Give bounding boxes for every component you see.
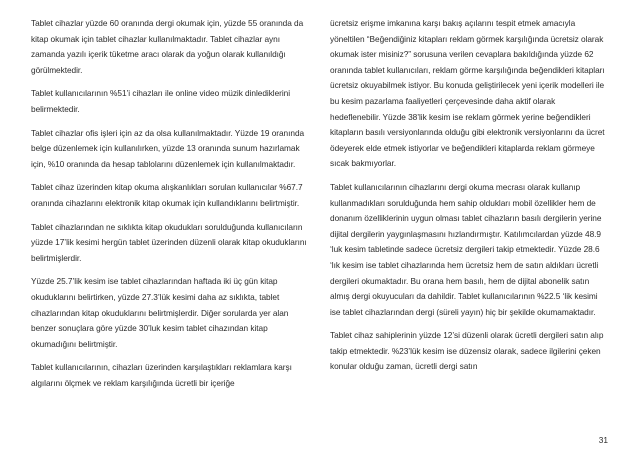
paragraph: Tablet cihazlar ofis işleri için az da olsa kullanılmaktadır. Yüzde 19 oranında belge düzenlemek için kullanılırken, yüzde 13 oranında sunum hazırlamak için, %10 oranında da hesap tablolarını düzenlemek için kullanılmaktadır. (31, 127, 305, 169)
paragraph: Tablet kullanıcılarının, cihazları üzerinden karşılaştıkları reklamlara karşı algılarını ölçmek ve reklam karşılığında ücretli bir içeriğe (31, 362, 292, 388)
right-column (330, 16, 606, 383)
paragraph: Tablet cihazlarından ne sıklıkta kitap okudukları sorulduğunda kullanıcıların yüzde 17’lik kesimi hergün tablet üzerinden düzenli olarak kitap okuduklarını belirtmişlerdir. (31, 221, 307, 263)
left-column (31, 16, 307, 399)
paragraph: ücretsiz erişme imkanına karşı bakış açılarını tespit etmek amacıyla yöneltilen “Beğendiğiniz kitapları reklam görmek karşılığında ücretsiz olarak okumak ister misiniz?” sorusuna verilen cevaplara bakıldığında yüzde 62 oranında tablet kullanıcıları, reklam görme karşılığında beğendikleri kitapları ücretsiz okuyabilmek istiyor. Bu konuda geliştirilecek yeni içerik modelleri ile bu kesim pazarlama faaliyetleri çerçevesinde daha aktif olarak hedeflenebilir. Yüzde 38’lik kesim ise reklam görmek yerine beğendikleri kitapların basılı versiyonlarında olduğu gibi elektronik versiyonlarını da ücret ödeyerek elde etmek istiyorlar ve beğendikleri kitaplarda reklam görmeye sıcak bakmıyorlar. (330, 18, 605, 169)
page-number: 31 (598, 435, 608, 445)
paragraph: Tablet cihaz sahiplerinin yüzde 12’si düzenli olarak ücretli dergileri satın alıp takip etmektedir. %23’lük kesim ise düzensiz olarak, sadece ilgilerini çeken konular olduğu zaman, ücretli dergi satın (330, 330, 604, 372)
paragraph: Tablet kullanıcılarının cihazlarını dergi okuma mecrası olarak kullanıp kullanmadıkları sorulduğunda hem sahip oldukları mobil özellikler hem de donanım özelliklerinin uygun olması tablet cihazların basılı dergilerin yerine dijital dergilerin yaygınlaşmasını hızlandırmıştır. Katılımcılardan yüzde 48.9 ‘luk kesim tabletinde sadece ücretsiz dergileri takip etmektedir. Yüzde 28.6 ‘lık kesim ise tablet cihazlarında hem ücretsiz hem de satın aldıkları ücretli dergileri okumaktadır. Bu orana hem basılı, hem de dijital abonelik satın almış dergi okuyucuları da dahildir. Tablet kullanıcılarının %22.5 ‘lik kesimi ise tablet cihazlarından dergi (süreli yayın) hiç bir şekilde okumamaktadır. (330, 181, 602, 317)
paragraph: Tablet cihazlar yüzde 60 oranında dergi okumak için, yüzde 55 oranında da kitap okumak için tablet cihazlar kullanılmaktadır. Tablet cihazlar aynı zamanda yazılı içerik tüketme aracı olarak da yoğun olarak kullanıldığı görülmektedir. (31, 18, 304, 75)
paragraph: Tablet cihaz üzerinden kitap okuma alışkanlıkları sorulan kullanıcılar %67.7 oranında cihazlarını elektronik kitap okumak için kullandıklarını belirtmiştir. (31, 182, 303, 208)
paragraph: Yüzde 25.7’lik kesim ise tablet cihazlarından haftada iki üç gün kitap okuduklarını belirtirken, yüzde 27.3’lük kesimi daha az sıklıkta, tablet cihazlarından kitap okuduklarını belirtmişlerdir. Diğer sorularda yer alan benzer sonuçlara göre yüzde 30’luk kesim tablet cihazından kitap okumadığını belirtmiştir. (31, 276, 289, 349)
paragraph: Tablet kullanıcılarının %51’i cihazları ile online video müzik dinlediklerini belirmektedir. (31, 88, 291, 114)
